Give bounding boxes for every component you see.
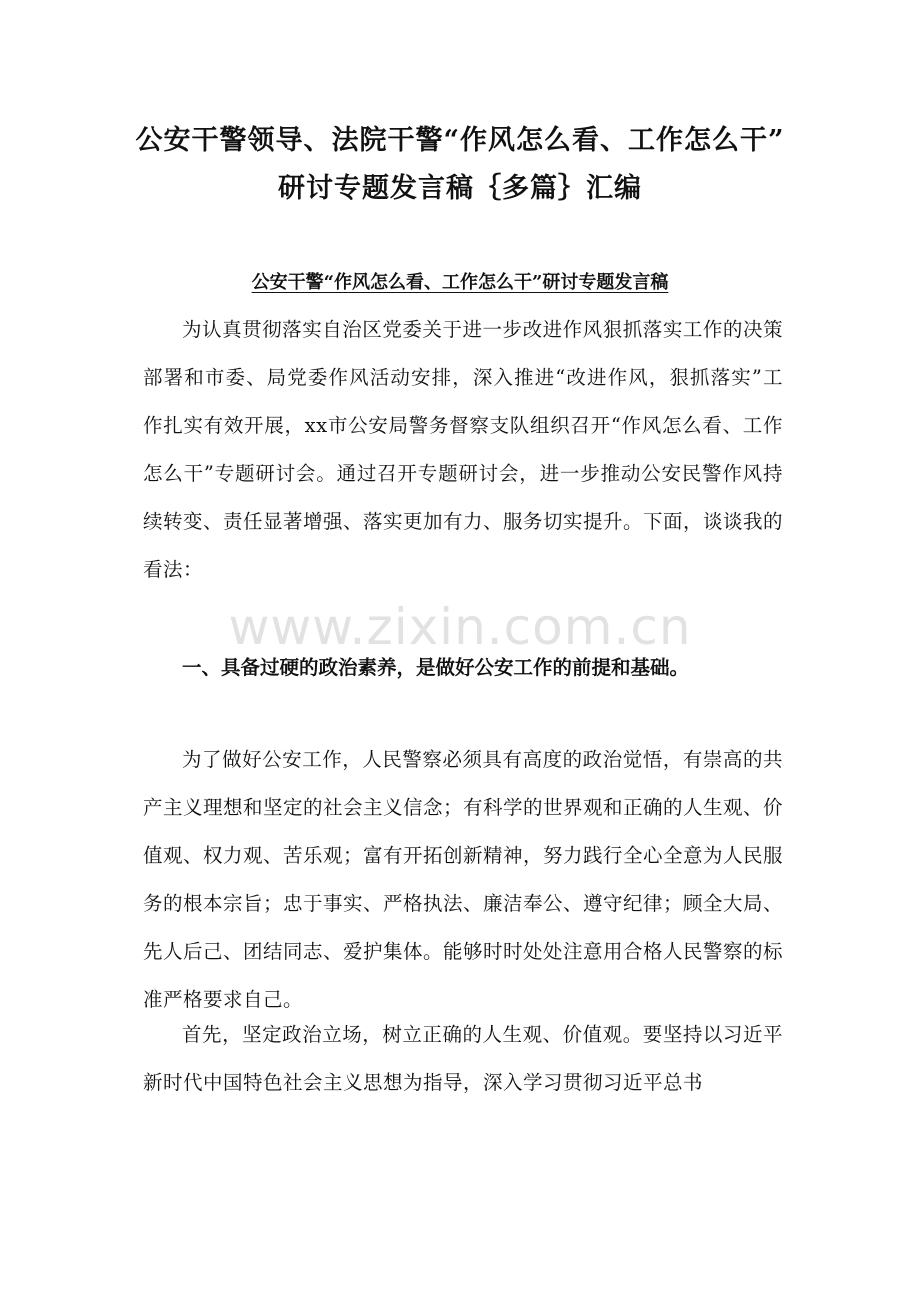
watermark-text: www.zixin.com.cn [228, 598, 692, 656]
section-subtitle: 公安干警“作风怎么看、工作怎么干”研讨专题发言稿 [251, 272, 669, 293]
document-title-line-1: 公安干警领导、法院干警“作风怎么看、工作怎么干” [135, 125, 785, 156]
body-paragraph-2: 为了做好公安工作，人民警察必须具有高度的政治觉悟，有崇高的共产主义理想和坚定的社会主义信念；有科学的世界观和正确的人生观、价值观、权力观、苦乐观；富有开拓创新精神，努力践行全心全意为人民服务的根本宗旨；忠于事实、严格执法、廉洁奉公、遵守纪律；顾全大局、先人后己、团结同志、爱护集体。能够时时处处注意用合格人民警察的标准严格要求自己。 [143, 748, 784, 1011]
section-heading-1: 一、具备过硬的政治素养，是做好公安工作的前提和基础。 [182, 656, 690, 679]
body-paragraph-3: 首先，坚定政治立场，树立正确的人生观、价值观。要坚持以习近平新时代中国特色社会主义思想为指导，深入学习贯彻习近平总书 [143, 1023, 783, 1094]
document-title-line-2: 研讨专题发言稿｛多篇｝汇编 [278, 173, 642, 204]
intro-paragraph: 为认真贯彻落实自治区党委关于进一步改进作风狠抓落实工作的决策部署和市委、局党委作风活动安排，深入推进“改进作风，狠抓落实”工作扎实有效开展，xx市公安局警务督察支队组织召开“作风怎么看、工作怎么干”专题研讨会。通过召开专题研讨会，进一步推动公安民警作风持续转变、责任显著增强、落实更加有力、服务切实提升。下面，谈谈我的看法： [143, 318, 784, 581]
